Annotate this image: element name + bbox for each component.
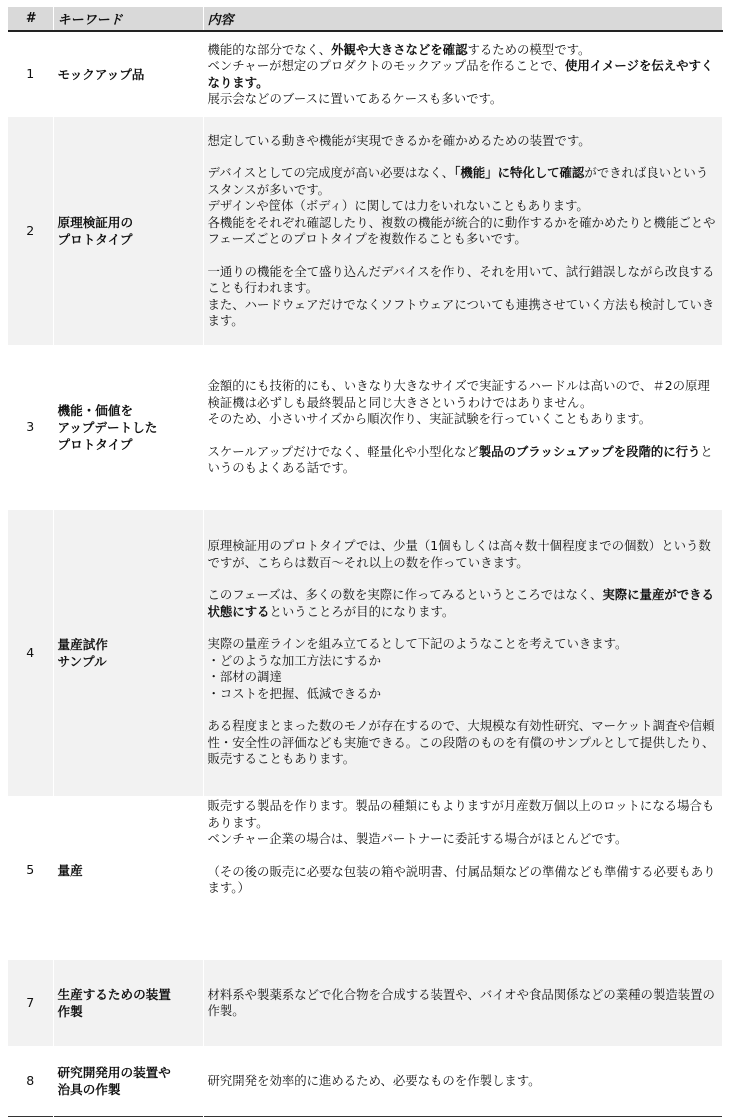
content-line (208, 297, 718, 330)
content-line (208, 411, 718, 428)
row-keyword (53, 31, 203, 117)
content-text: するための模型です。 (467, 41, 591, 57)
keyword-line: 治具の作製 (57, 1081, 121, 1097)
row-num: 1 (8, 31, 53, 117)
row-content (203, 345, 722, 510)
content-line (208, 587, 718, 620)
content-line (208, 669, 718, 686)
keyword-line: アップデートした (57, 420, 158, 435)
keyword-line: 量産 (57, 862, 83, 878)
row-content (203, 1046, 722, 1116)
keyword-line: モックアップ品 (57, 67, 145, 82)
row-num: 2 (8, 117, 53, 345)
table-row (8, 510, 722, 796)
content-text: （その後の販売に必要な包装の箱や説明書、付属品類などの準備なども準備する必要もあります。） (207, 863, 716, 895)
content-text: デバイスとしての完成度が高い必要はなく、 (207, 165, 455, 180)
content-emphasis: 「機能」に特化して確認 (454, 165, 585, 180)
content-line (208, 686, 718, 703)
content-text: スケールアップだけでなく、軽量化や小型化など (207, 443, 479, 459)
content-text: 一通りの機能を全て盛り込んだデバイスを作り、それを用いて、試行錯誤しながら改良することも行われます。 (207, 263, 715, 295)
table-row (8, 117, 722, 345)
table-row (8, 796, 722, 944)
content-line (208, 444, 718, 477)
content-line (208, 864, 718, 897)
row-content (203, 510, 722, 796)
content-line (208, 718, 718, 768)
content-emphasis: 実際に量産ができる状態にする (207, 587, 714, 619)
content-text: ということろが目的になります。 (269, 603, 455, 619)
content-text: 想定している動きや機能が実現できるかを確かめるための装置です。 (207, 132, 591, 148)
content-text: 実際の量産ラインを組み立てるとして下記のようなことを考えていきます。 (207, 636, 628, 652)
content-text: ・部材の調達 (207, 669, 282, 685)
header-content: 内容 (203, 7, 722, 31)
row-keyword (53, 1046, 203, 1116)
row-content (203, 31, 722, 117)
content-line (208, 1073, 718, 1090)
content-line (208, 42, 718, 59)
content-text: そのため、小さいサイズから順次作り、実証試験を行っていくこともあります。 (207, 411, 652, 427)
row-keyword (53, 345, 203, 510)
row-content (203, 117, 722, 345)
spacer-row (8, 944, 722, 960)
table-row (8, 345, 722, 510)
keyword-line: 量産試作 (57, 637, 108, 652)
content-text: ベンチャー企業の場合は、製造パートナーに委託する場合がほとんどです。 (207, 831, 628, 846)
process-table (8, 7, 723, 1117)
row-num: 3 (8, 345, 53, 510)
row-num: 4 (8, 510, 53, 796)
content-line (208, 538, 718, 571)
content-text: 各機能をそれぞれ確認したり、複数の機能が統合的に動作するかを確かめたりと機能ごとやフェーズごとのプロトタイプを複数作ることも多いです。 (207, 214, 716, 246)
header-keyword: キーワード (53, 7, 203, 31)
keyword-line: サンプル (57, 654, 107, 669)
content-text: ・どのような加工方法にするか (207, 652, 381, 668)
content-text: 材料系や製薬系などで化合物を合成する装置や、バイオや食品関係などの業種の製造装置の作製。 (207, 986, 715, 1018)
row-num: 5 (8, 796, 53, 944)
content-line (208, 798, 718, 831)
content-text: 研究開発を効率的に進めるため、必要なものを作製します。 (207, 1072, 541, 1088)
row-content (203, 796, 722, 944)
keyword-line: 生産するための装置 (57, 987, 171, 1002)
content-text: このフェーズは、多くの数を実際に作ってみるというところではなく、 (207, 587, 603, 603)
content-line (208, 91, 718, 108)
content-line (208, 215, 718, 248)
keyword-line: 機能・価値を (57, 403, 134, 418)
content-text: ができれば良いというスタンスが多いです。 (207, 165, 709, 197)
content-text: デザインや筐体（ボディ）に関しては力をいれないこともあります。 (207, 198, 589, 213)
content-line (208, 987, 718, 1020)
content-line (208, 165, 718, 198)
content-line (208, 198, 718, 215)
keyword-line: 研究開発用の装置や (57, 1064, 171, 1080)
content-text: 機能的な部分でなく、 (207, 41, 332, 57)
content-text: ある程度まとまった数のモノが存在するので、大規模な有効性研究、マーケット調査や信頼性・安全性の評価なども実施できる。この段階のものを有償のサンプルとして提供したり、販売することもあります。 (207, 718, 715, 767)
content-emphasis: 製品のブラッシュアップを段階的に行う (478, 443, 701, 459)
row-content (203, 960, 722, 1046)
content-line (208, 378, 718, 411)
keyword-line: 原理検証用の (57, 215, 134, 230)
keyword-line: プロトタイプ (57, 437, 133, 452)
content-line (208, 653, 718, 670)
content-text: 販売する製品を作ります。製品の種類にもよりますが月産数万個以上のロットになる場合もあります。 (207, 798, 715, 830)
header-num: # (8, 7, 53, 31)
content-line (208, 264, 718, 297)
row-keyword (53, 796, 203, 944)
content-line (208, 636, 718, 653)
content-text: 展示会などのブースに置いてあるケースも多いです。 (207, 91, 503, 106)
content-emphasis: 外観や大きさなどを確認 (331, 41, 468, 57)
content-text: というのもよくある話です。 (207, 443, 713, 476)
content-text: ・コストを把握、低減できるか (207, 685, 381, 701)
content-line (208, 58, 718, 91)
content-line (208, 831, 718, 848)
content-text: ベンチャーが想定のプロダクトのモックアップ品を作ることで、 (207, 58, 565, 73)
table-row (8, 960, 722, 1046)
table-header-row (8, 7, 722, 31)
row-keyword (53, 960, 203, 1046)
table-row (8, 1046, 722, 1116)
keyword-line: プロトタイプ (57, 232, 133, 247)
row-keyword (53, 510, 203, 796)
content-text: また、ハードウェアだけでなくソフトウェアについても連携させていく方法も検討していきます。 (207, 296, 715, 328)
keyword-line: 作製 (57, 1004, 83, 1019)
content-emphasis: 使用イメージを伝えやすくなります。 (207, 58, 714, 90)
row-num: 8 (8, 1046, 53, 1116)
content-text: 原理検証用のプロトタイプでは、少量（1個もしくは高々数十個程度までの個数）という数ですが、こちらは数百〜それ以上の数を作っていきます。 (207, 538, 711, 570)
table-row (8, 31, 722, 117)
row-num: 7 (8, 960, 53, 1046)
row-keyword (53, 117, 203, 345)
content-text: 金額的にも技術的にも、いきなり大きなサイズで実証するハードルは高いので、＃2の原理検証機は必ずしも最終製品と同じ大きさというわけではありません。 (207, 378, 710, 410)
content-line (208, 133, 718, 150)
